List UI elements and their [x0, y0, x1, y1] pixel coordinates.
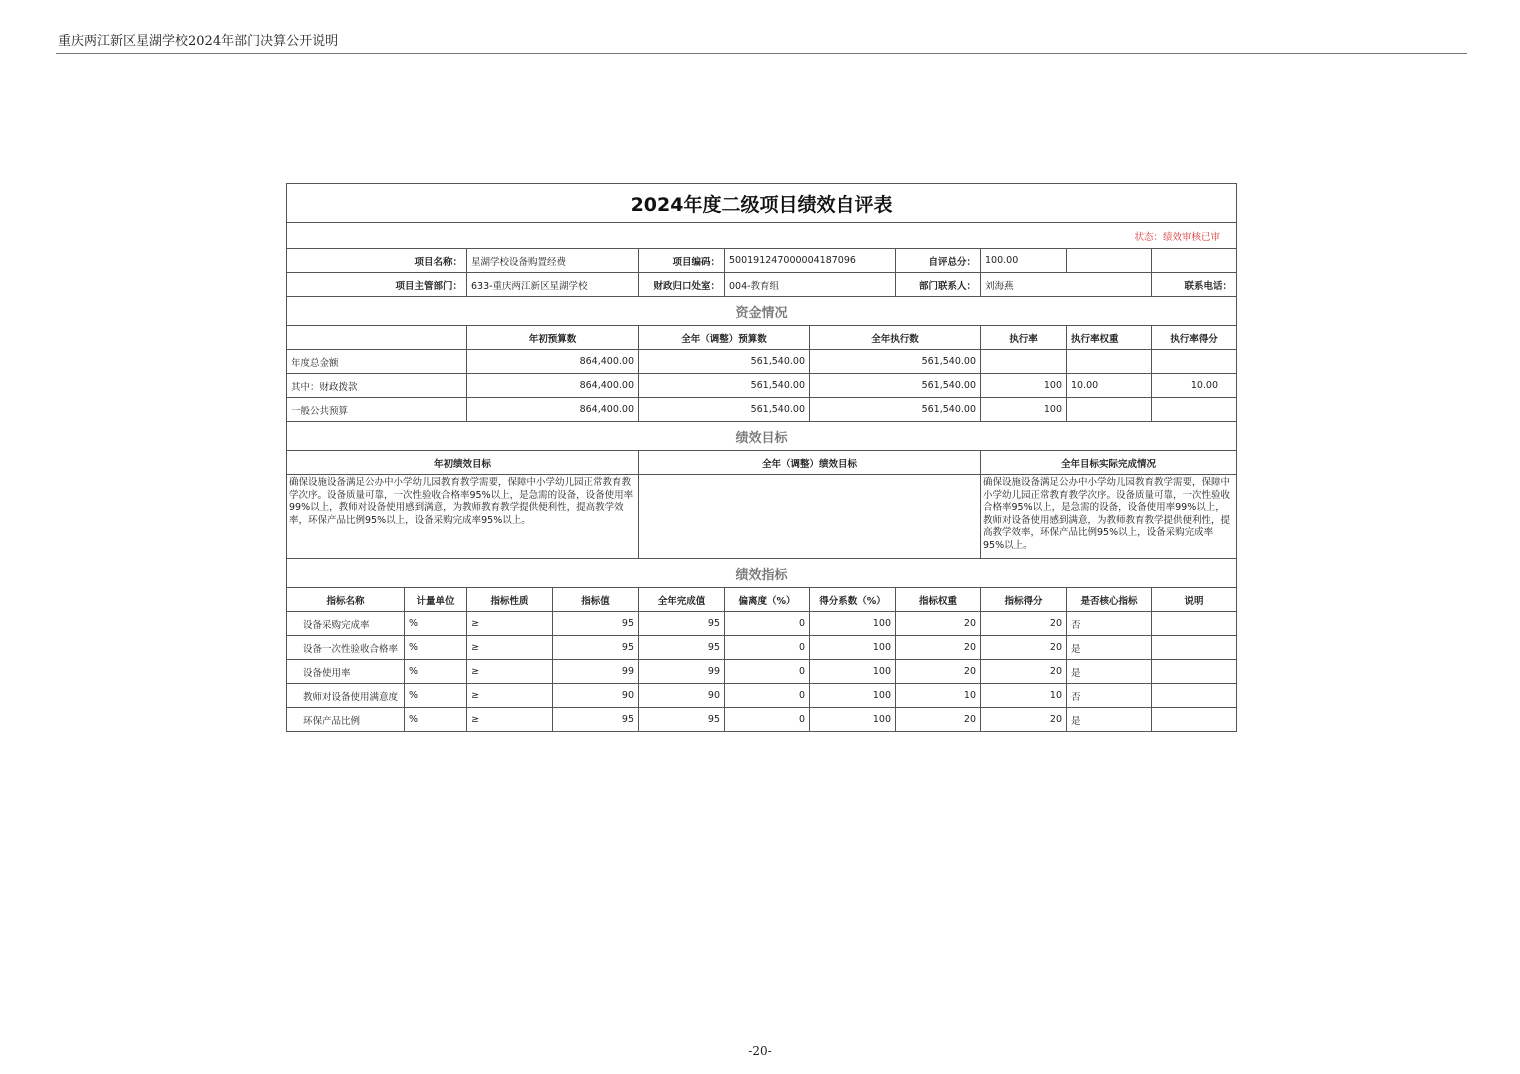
- indicator-row: [287, 708, 1237, 732]
- project-code-value: 500191247000004187096: [725, 249, 896, 273]
- indicator-nature: ≥: [467, 684, 553, 708]
- funds-row-name: 其中：财政拨款: [287, 374, 467, 398]
- indicator-name: 环保产品比例: [287, 708, 405, 732]
- indicator-core: 否: [1067, 684, 1152, 708]
- indicator-score: 10: [981, 684, 1067, 708]
- funds-weight: [1067, 398, 1152, 422]
- document-header-title: 重庆两江新区星湖学校2024年部门决算公开说明: [58, 34, 339, 49]
- funds-rate: 100: [981, 374, 1067, 398]
- actual-goal-text: 确保设施设备满足公办中小学幼儿园教育教学需要，保障中小学幼儿园正常教育教学次序。设备质量可靠，一次性验收合格率95%以上，是急需的设备，设备使用率99%以上，教师对设备使用感到满意，为教师教育教学提供便利性，提高教学效率，环保产品比例95%以上，设备采购完成率95%以上。: [981, 475, 1237, 559]
- goals-header: 全年目标实际完成情况: [981, 451, 1237, 475]
- indicator-weight: 20: [896, 708, 981, 732]
- funds-initial: 864,400.00: [467, 350, 639, 374]
- funds-adjusted: 561,540.00: [639, 350, 810, 374]
- indicator-header: 偏离度（%）: [725, 588, 810, 612]
- indicator-coef: 100: [810, 612, 896, 636]
- goals-header-row: [287, 451, 1237, 475]
- initial-goal-text: 确保设施设备满足公办中小学幼儿园教育教学需要，保障中小学幼儿园正常教育教学次序。设备质量可靠，一次性验收合格率95%以上，是急需的设备，设备使用率99%以上，教师对设备使用感到满意，为教师教育教学提供便利性，提高教学效率，环保产品比例95%以上，设备采购完成率95%以上。: [287, 475, 639, 559]
- funds-header: 执行率权重: [1067, 326, 1152, 350]
- funds-weight: 10.00: [1067, 374, 1152, 398]
- indicator-actual: 95: [639, 612, 725, 636]
- contact-value: 刘海燕: [981, 273, 1152, 297]
- indicator-coef: 100: [810, 636, 896, 660]
- indicators-header-row: [287, 588, 1237, 612]
- indicator-unit: %: [405, 708, 467, 732]
- indicator-nature: ≥: [467, 660, 553, 684]
- indicator-name: 设备使用率: [287, 660, 405, 684]
- project-name-label: 项目名称：: [287, 249, 467, 273]
- indicator-deviation: 0: [725, 612, 810, 636]
- project-code-label: 项目编码：: [639, 249, 725, 273]
- funds-initial: 864,400.00: [467, 398, 639, 422]
- indicator-target: 99: [553, 660, 639, 684]
- status-label: 状态：绩效审核已审: [287, 223, 1237, 249]
- indicator-header: 指标性质: [467, 588, 553, 612]
- goals-content-row: [287, 475, 1237, 559]
- adjusted-goal-text: [639, 475, 981, 559]
- indicator-nature: ≥: [467, 708, 553, 732]
- indicator-weight: 20: [896, 660, 981, 684]
- indicator-weight: 20: [896, 612, 981, 636]
- page-number: -20-: [748, 1044, 772, 1058]
- funds-adjusted: 561,540.00: [639, 374, 810, 398]
- funds-header: 全年（调整）预算数: [639, 326, 810, 350]
- indicator-header: 计量单位: [405, 588, 467, 612]
- indicator-weight: 20: [896, 636, 981, 660]
- score-label: 自评总分：: [896, 249, 981, 273]
- indicator-note: [1152, 660, 1237, 684]
- phone-label: 联系电话：: [1152, 273, 1237, 297]
- funds-row: [287, 350, 1237, 374]
- goals-header: 年初绩效目标: [287, 451, 639, 475]
- indicators-section-title: 绩效指标: [287, 559, 1237, 588]
- indicator-note: [1152, 612, 1237, 636]
- funds-header: 年初预算数: [467, 326, 639, 350]
- header-divider: [56, 53, 1467, 54]
- indicator-unit: %: [405, 660, 467, 684]
- indicator-coef: 100: [810, 708, 896, 732]
- indicator-unit: %: [405, 636, 467, 660]
- funds-section-title: 资金情况: [287, 297, 1237, 326]
- empty-cell: [1152, 249, 1237, 273]
- indicator-header: 指标权重: [896, 588, 981, 612]
- project-name-value: 星湖学校设备购置经费: [467, 249, 639, 273]
- funds-header: 全年执行数: [810, 326, 981, 350]
- indicator-coef: 100: [810, 684, 896, 708]
- indicator-core: 否: [1067, 612, 1152, 636]
- info-row-1: [287, 249, 1237, 273]
- indicators-body: [287, 612, 1237, 732]
- funds-header: 执行率: [981, 326, 1067, 350]
- dept-label: 项目主管部门：: [287, 273, 467, 297]
- goals-section-title: 绩效目标: [287, 422, 1237, 451]
- dept-value: 633-重庆两江新区星湖学校: [467, 273, 639, 297]
- score-value: 100.00: [981, 249, 1067, 273]
- funds-score: [1152, 350, 1237, 374]
- indicator-score: 20: [981, 708, 1067, 732]
- indicator-score: 20: [981, 612, 1067, 636]
- indicator-unit: %: [405, 684, 467, 708]
- indicator-header: 指标得分: [981, 588, 1067, 612]
- indicator-note: [1152, 684, 1237, 708]
- indicator-row: [287, 636, 1237, 660]
- indicator-target: 95: [553, 708, 639, 732]
- indicator-note: [1152, 636, 1237, 660]
- funds-score: 10.00: [1152, 374, 1237, 398]
- indicator-score: 20: [981, 660, 1067, 684]
- indicator-note: [1152, 708, 1237, 732]
- empty-cell: [1067, 249, 1152, 273]
- indicator-target: 95: [553, 636, 639, 660]
- funds-row: [287, 398, 1237, 422]
- empty-cell: [287, 326, 467, 350]
- indicator-header: 是否核心指标: [1067, 588, 1152, 612]
- indicator-actual: 95: [639, 636, 725, 660]
- contact-label: 部门联系人：: [896, 273, 981, 297]
- indicator-coef: 100: [810, 660, 896, 684]
- indicator-score: 20: [981, 636, 1067, 660]
- indicator-header: 全年完成值: [639, 588, 725, 612]
- funds-header-row: [287, 326, 1237, 350]
- indicator-actual: 90: [639, 684, 725, 708]
- indicator-actual: 95: [639, 708, 725, 732]
- office-label: 财政归口处室：: [639, 273, 725, 297]
- indicator-name: 设备采购完成率: [287, 612, 405, 636]
- indicator-core: 是: [1067, 660, 1152, 684]
- indicator-row: [287, 660, 1237, 684]
- indicator-row: [287, 612, 1237, 636]
- indicator-row: [287, 684, 1237, 708]
- funds-row-name: 一般公共预算: [287, 398, 467, 422]
- indicator-target: 90: [553, 684, 639, 708]
- funds-weight: [1067, 350, 1152, 374]
- indicator-name: 教师对设备使用满意度: [287, 684, 405, 708]
- indicator-nature: ≥: [467, 612, 553, 636]
- funds-executed: 561,540.00: [810, 350, 981, 374]
- funds-adjusted: 561,540.00: [639, 398, 810, 422]
- funds-rate: [981, 350, 1067, 374]
- indicator-header: 说明: [1152, 588, 1237, 612]
- indicator-core: 是: [1067, 708, 1152, 732]
- goals-header: 全年（调整）绩效目标: [639, 451, 981, 475]
- funds-row: [287, 374, 1237, 398]
- indicator-unit: %: [405, 612, 467, 636]
- indicator-deviation: 0: [725, 660, 810, 684]
- info-row-2: [287, 273, 1237, 297]
- form-title: 2024年度二级项目绩效自评表: [287, 184, 1237, 223]
- indicator-deviation: 0: [725, 636, 810, 660]
- performance-evaluation-form: [286, 183, 1237, 732]
- funds-score: [1152, 398, 1237, 422]
- indicator-name: 设备一次性验收合格率: [287, 636, 405, 660]
- indicator-weight: 10: [896, 684, 981, 708]
- indicator-header: 指标值: [553, 588, 639, 612]
- funds-executed: 561,540.00: [810, 374, 981, 398]
- funds-header: 执行率得分: [1152, 326, 1237, 350]
- indicator-header: 得分系数（%）: [810, 588, 896, 612]
- funds-row-name: 年度总金额: [287, 350, 467, 374]
- indicator-target: 95: [553, 612, 639, 636]
- office-value: 004-教育组: [725, 273, 896, 297]
- indicator-nature: ≥: [467, 636, 553, 660]
- indicator-deviation: 0: [725, 708, 810, 732]
- indicator-core: 是: [1067, 636, 1152, 660]
- funds-rate: 100: [981, 398, 1067, 422]
- indicator-actual: 99: [639, 660, 725, 684]
- funds-initial: 864,400.00: [467, 374, 639, 398]
- indicator-deviation: 0: [725, 684, 810, 708]
- indicator-header: 指标名称: [287, 588, 405, 612]
- funds-executed: 561,540.00: [810, 398, 981, 422]
